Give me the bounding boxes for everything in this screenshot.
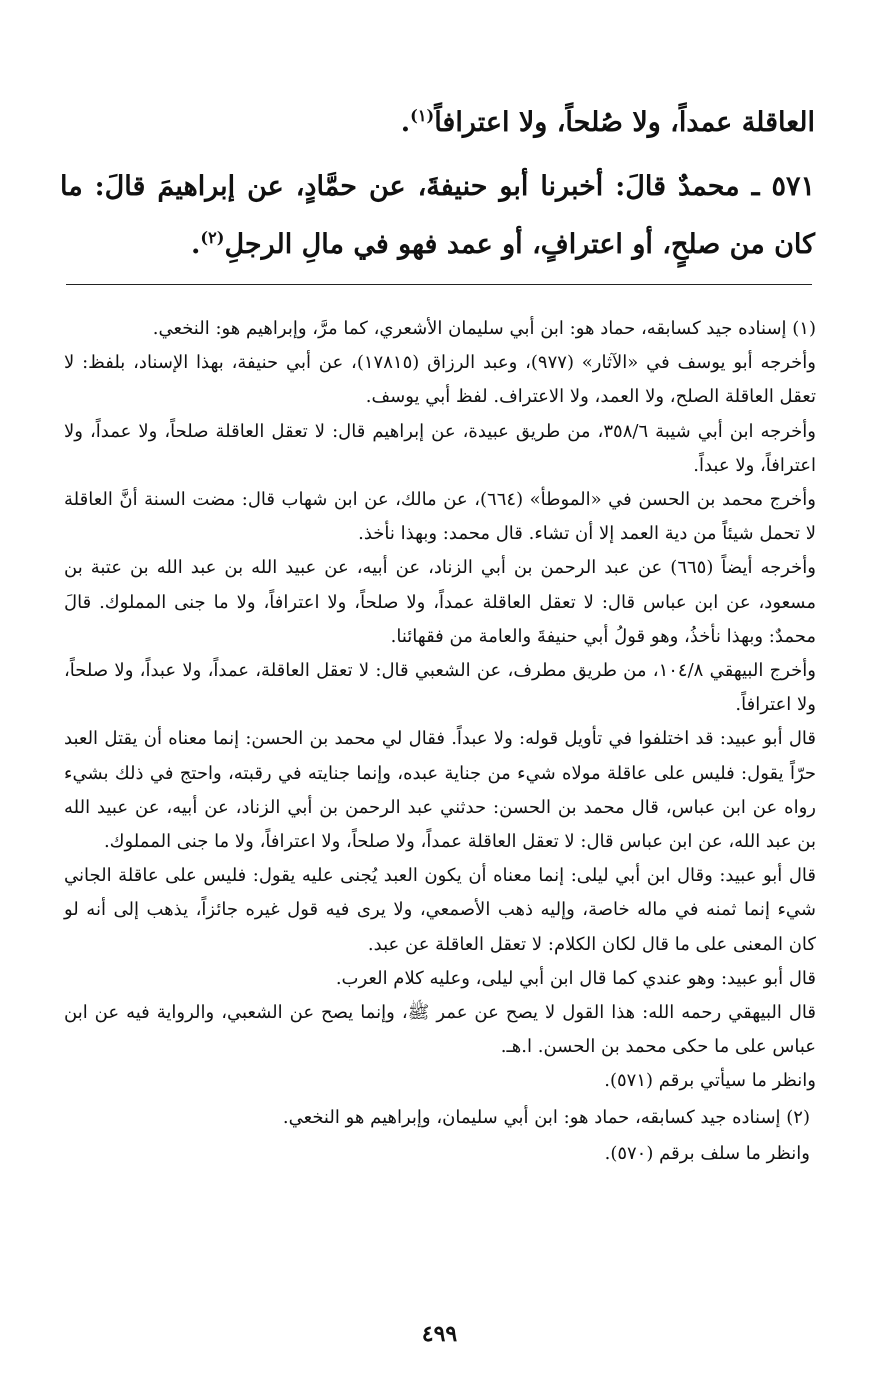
- footnote-1-para-1: (١) إسناده جيد كسابقه، حماد هو: ابن أبي سليمان الأشعري، كما مرَّ، وإبراهيم هو: النخعي.: [152, 318, 816, 339]
- main-text: [60, 92, 815, 274]
- main-line-1: العاقلة عمداً، ولا صُلحاً، ولا اعترافاً$^{(١)}$.: [400, 106, 815, 138]
- footnote-2-para-2: وانظر ما سلف برقم (٥٧٠).: [604, 1142, 810, 1164]
- footnote-1-para-3: وأخرجه ابن أبي شيبة ٣٥٨/٦، من طريق عبيدة، عن إبراهيم قال: لا تعقل العاقلة صلحاً، ولا عمداً، ولا اعترافاً، ولا عبداً.: [64, 420, 816, 476]
- main-line-1-text: العاقلة عمداً، ولا صُلحاً، ولا اعترافاً: [434, 107, 815, 138]
- page-number: ٤٩٩: [421, 1321, 458, 1347]
- footnote-ref-1: (١): [410, 106, 435, 125]
- hadith-end: .: [191, 229, 201, 260]
- footnote-1-para-8: قال أبو عبيد: وقال ابن أبي ليلى: إنما معناه أن يكون العبد يُجنى عليه يقول: فليس على عاقلة الجاني شيء إنما ثمنه في ماله خاصة، وإليه ذهب الأصمعي، ولا يرى فيه قول غيره جائزاً، يذهب إلى أنه لو كان المعنى على ما قال لكان الكلام: لا تعقل العاقلة عن عبد.: [64, 865, 816, 955]
- footnote-ref-2: (٢): [200, 228, 225, 247]
- footnote-1-para-7: قال أبو عبيد: قد اختلفوا في تأويل قوله: ولا عبداً. فقال لي محمد بن الحسن: إنما معناه أن يقتل العبد حرّاً يقول: فليس على عاقلة مولاه شيء من جناية عبده، وإنما جنايته في رقبته، واحتج في ذلك بشيء رواه عن ابن عباس، قال محمد بن الحسن: حدثني عبد الرحمن بن أبي الزناد، عن أبيه، عن عبيد الله بن عبد الله، عن ابن عباس قال: لا تعقل العاقلة عمداً، ولا صلحاً، ولا اعترافاً، ولا ما جنى المملوك.: [64, 728, 817, 853]
- footnote-1-para-4: وأخرج محمد بن الحسن في «الموطأ» (٦٦٤)، عن مالك، عن ابن شهاب قال: مضت السنة أنَّ العاقلة لا تحمل شيئاً من دية العمد إلا أن تشاء. قال محمد: وبهذا نأخذ.: [64, 489, 816, 545]
- footnote-1-para-11: وانظر ما سيأتي برقم (٥٧١).: [604, 1070, 816, 1092]
- footnote-1-para-10: قال البيهقي رحمه الله: هذا القول لا يصح عن عمر ﷺ، وإنما يصح عن الشعبي، والرواية فيه عن ابن عباس على ما حكى محمد بن الحسن. ا.هـ.: [64, 1002, 816, 1058]
- hadith-571: [60, 158, 815, 274]
- footnote-2-para-1: (٢) إسناده جيد كسابقه، حماد هو: ابن أبي سليمان، وإبراهيم هو النخعي.: [282, 1106, 810, 1128]
- footnote-1-para-5: وأخرجه أيضاً (٦٦٥) عن عبد الرحمن بن أبي الزناد، عن أبيه، عن عبيد الله بن عبد الله بن عتبة بن مسعود، عن ابن عباس قال: لا تعقل العاقلة عمداً، ولا صلحاً، ولا اعترافاً، ولا ما جنى المملوك. قالَ محمدٌ: وبهذا نأخذُ، وهو قولُ أبي حنيفةَ والعامة من فقهائنا.: [64, 557, 816, 647]
- footnote-1-para-9: قال أبو عبيد: وهو عندي كما قال ابن أبي ليلى، وعليه كلام العرب.: [335, 967, 816, 989]
- footnotes: [64, 312, 816, 1171]
- footnote-1-para-6: وأخرج البيهقي ١٠٤/٨، من طريق مطرف، عن الشعبي قال: لا تعقل العاقلة، عمداً، ولا عبداً، ولا صلحاً، ولا اعترافاً.: [64, 660, 816, 716]
- footnote-separator: [66, 284, 812, 285]
- hadith-571-text: ٥٧١ ـ محمدٌ قالَ: أخبرنا أبو حنيفةَ، عن حمَّادٍ، عن إبراهيمَ قالَ: ما كان من صلحٍ، أو اعترافٍ، أو عمد فهو في مالِ الرجلِ: [60, 171, 815, 260]
- footnote-1-para-2: وأخرجه أبو يوسف في «الآثار» (٩٧٧)، وعبد الرزاق (١٧٨١٥)، عن أبي حنيفة، بهذا الإسناد، بلفظ: لا تعقل العاقلة الصلح، ولا العمد، ولا الاعتراف. لفظ أبي يوسف.: [64, 352, 816, 408]
